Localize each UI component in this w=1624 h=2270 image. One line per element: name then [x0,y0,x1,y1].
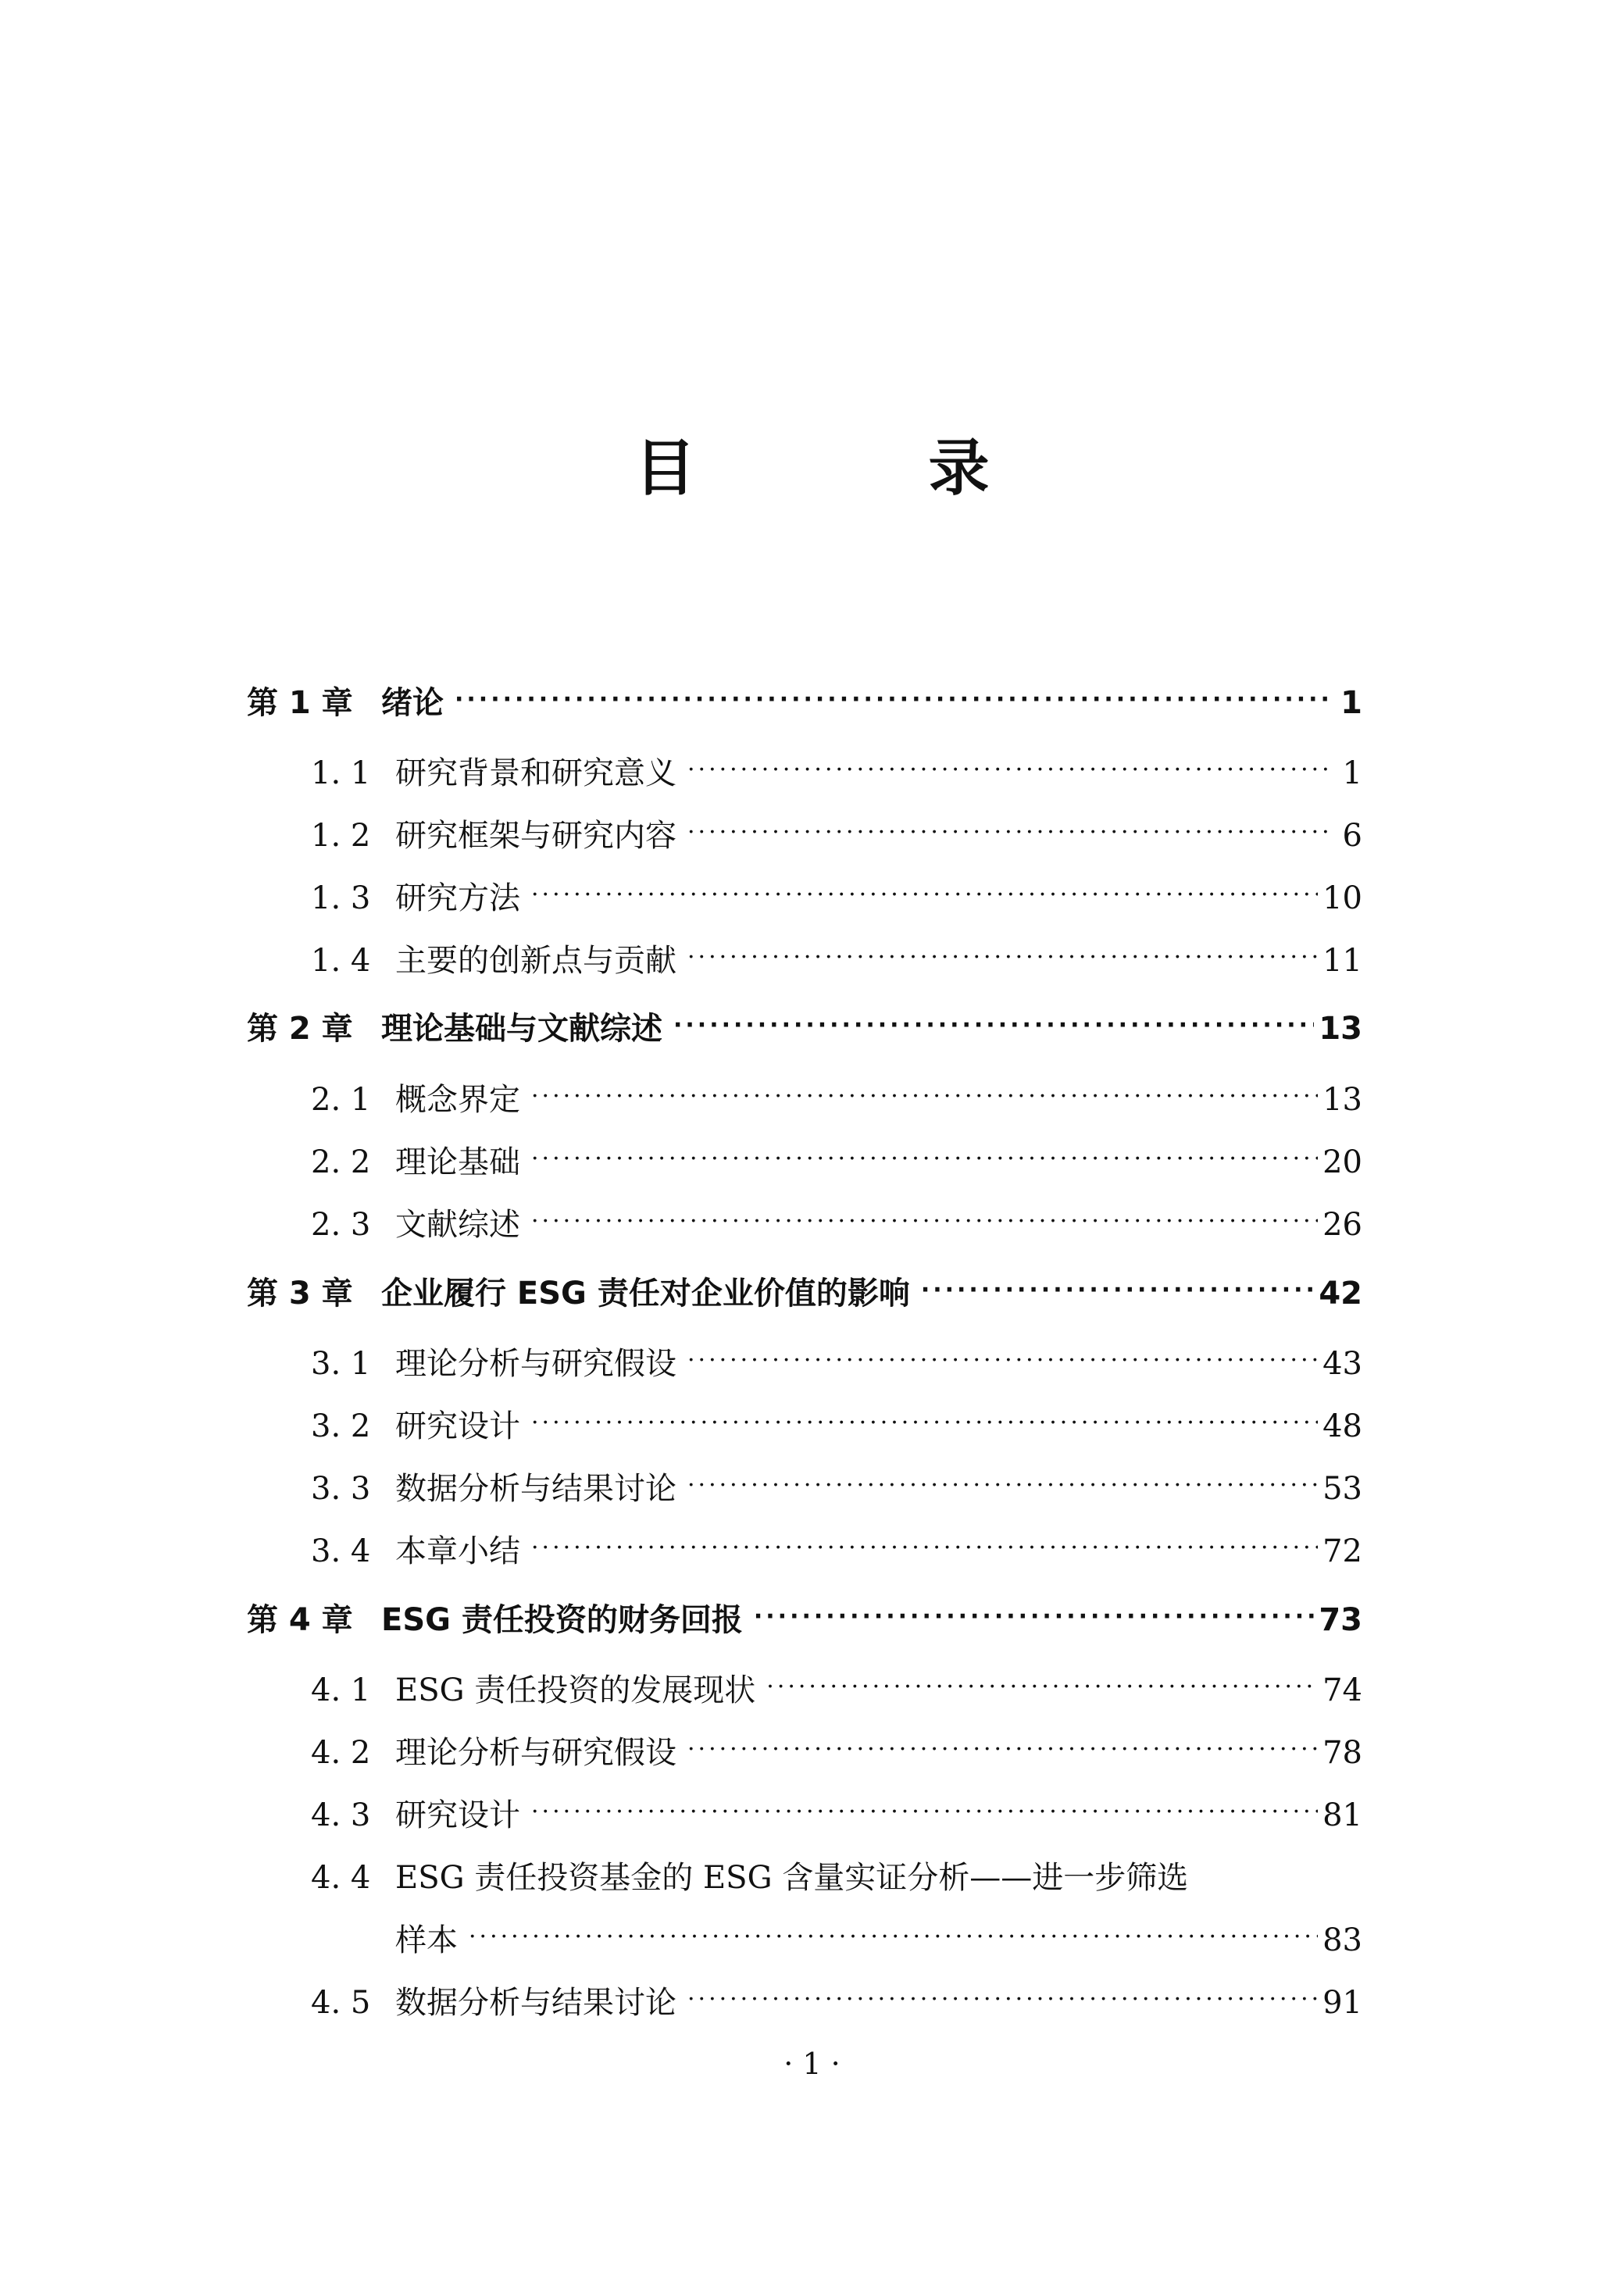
toc-page: 78 [1322,1735,1362,1771]
toc-number: 3. 4 [311,1533,371,1569]
dot-leader [687,752,1334,783]
toc-label: 理论分析与研究假设 [395,1735,676,1771]
toc-number: 2. 2 [311,1144,371,1180]
toc-label: 文献综述 [395,1207,520,1243]
toc-label: 数据分析与结果讨论 [395,1985,676,2021]
dot-leader [687,940,1318,971]
dot-leader [531,1530,1318,1562]
dot-leader [455,682,1334,713]
toc-number: 2. 3 [311,1207,371,1243]
toc-page: 13 [1319,1011,1362,1047]
toc-number: 2. 1 [311,1082,371,1118]
toc-page: 53 [1322,1471,1362,1507]
toc-label: 本章小结 [395,1533,520,1569]
toc-label: 数据分析与结果讨论 [395,1471,676,1507]
dot-leader [687,1982,1318,2013]
toc-section-4-4-continued[interactable] [395,1915,1362,1960]
toc-number: 1. 2 [311,818,371,854]
toc-section-1-4[interactable] [311,936,1362,980]
toc-number: 1. 4 [311,943,371,979]
dot-leader [754,1599,1314,1630]
toc-number: 4. 1 [311,1672,371,1708]
toc-label: 理论基础 [395,1144,520,1180]
toc-page: 74 [1322,1672,1362,1708]
toc-number: 1. 3 [311,880,371,916]
toc-number: 3. 1 [311,1346,371,1382]
dot-leader [673,1008,1314,1039]
toc-page: 20 [1322,1144,1362,1180]
dot-leader [531,1141,1318,1172]
toc-section-2-1[interactable] [311,1075,1362,1119]
toc-label: 理论基础与文献综述 [381,1011,662,1047]
toc-page: 42 [1319,1276,1362,1312]
toc-label-continued: 样本 [395,1922,458,1958]
toc-section-3-4[interactable] [311,1526,1362,1571]
toc-label: 主要的创新点与贡献 [395,943,676,979]
toc-section-3-2[interactable] [311,1401,1362,1446]
toc-page: 6 [1342,818,1362,854]
toc-section-3-1[interactable] [311,1339,1362,1383]
toc-chapter-4[interactable] [247,1595,1362,1640]
toc-label: 企业履行 ESG 责任对企业价值的影响 [381,1276,910,1312]
toc-chapter-3[interactable] [247,1269,1362,1313]
toc-number: 第 1 章 [247,685,353,721]
toc-section-1-2[interactable] [311,811,1362,855]
dot-leader [687,1343,1318,1374]
toc-page: 26 [1322,1207,1362,1243]
toc-page: 48 [1322,1408,1362,1444]
toc-section-2-3[interactable] [311,1200,1362,1244]
toc-page: 10 [1322,880,1362,916]
toc-page: 91 [1322,1985,1362,2021]
toc-number: 4. 4 [311,1860,371,1896]
toc-label: 研究背景和研究意义 [395,755,676,791]
toc-page: 72 [1322,1533,1362,1569]
toc-label: 研究框架与研究内容 [395,818,676,854]
toc-page: 73 [1319,1602,1362,1638]
toc-section-4-2[interactable] [311,1728,1362,1772]
toc-number: 4. 2 [311,1735,371,1771]
toc-number: 1. 1 [311,755,371,791]
toc-label: 绪论 [381,685,444,721]
toc-section-4-4[interactable] [311,1853,1362,1897]
toc-label: 研究方法 [395,880,520,916]
toc-page: 13 [1322,1082,1362,1118]
toc-number: 第 2 章 [247,1011,353,1047]
toc-number: 3. 2 [311,1408,371,1444]
dot-leader [531,1079,1318,1110]
toc-chapter-2[interactable] [247,1004,1362,1048]
toc-label: 概念界定 [395,1082,520,1118]
page-title: 目 录 [634,434,1076,504]
dot-leader [531,1204,1318,1235]
toc-page: 83 [1322,1922,1362,1958]
toc-page: 1 [1340,685,1362,721]
page-number-footer: · 1 · [783,2047,841,2081]
toc-section-4-5[interactable] [311,1978,1362,2022]
toc-number: 第 3 章 [247,1276,353,1312]
toc-chapter-1[interactable] [247,678,1362,723]
dot-leader [531,1794,1318,1826]
dot-leader [687,1732,1318,1763]
toc-page: 81 [1322,1797,1362,1833]
toc-label: 理论分析与研究假设 [395,1346,676,1382]
dot-leader [687,1468,1318,1499]
toc-page: 11 [1322,943,1362,979]
toc-number: 4. 5 [311,1985,371,2021]
toc-page: 1 [1342,755,1362,791]
toc-number: 4. 3 [311,1797,371,1833]
toc-section-1-1[interactable] [311,748,1362,793]
dot-leader [766,1669,1318,1701]
toc-label: 研究设计 [395,1797,520,1833]
toc-section-2-2[interactable] [311,1137,1362,1182]
dot-leader [531,877,1318,908]
toc-section-1-3[interactable] [311,873,1362,918]
dot-leader [469,1919,1318,1951]
toc-label: ESG 责任投资的财务回报 [381,1602,743,1638]
toc-label: 研究设计 [395,1408,520,1444]
dot-leader [531,1405,1318,1437]
toc-number: 3. 3 [311,1471,371,1507]
dot-leader [687,815,1334,846]
toc-page: 43 [1322,1346,1362,1382]
toc-section-4-1[interactable] [311,1665,1362,1710]
toc-section-4-3[interactable] [311,1790,1362,1835]
toc-label: ESG 责任投资的发展现状 [395,1672,756,1708]
toc-number: 第 4 章 [247,1602,353,1638]
toc-label: ESG 责任投资基金的 ESG 含量实证分析——进一步筛选 [395,1860,1189,1896]
dot-leader [921,1272,1315,1304]
toc-section-3-3[interactable] [311,1464,1362,1508]
